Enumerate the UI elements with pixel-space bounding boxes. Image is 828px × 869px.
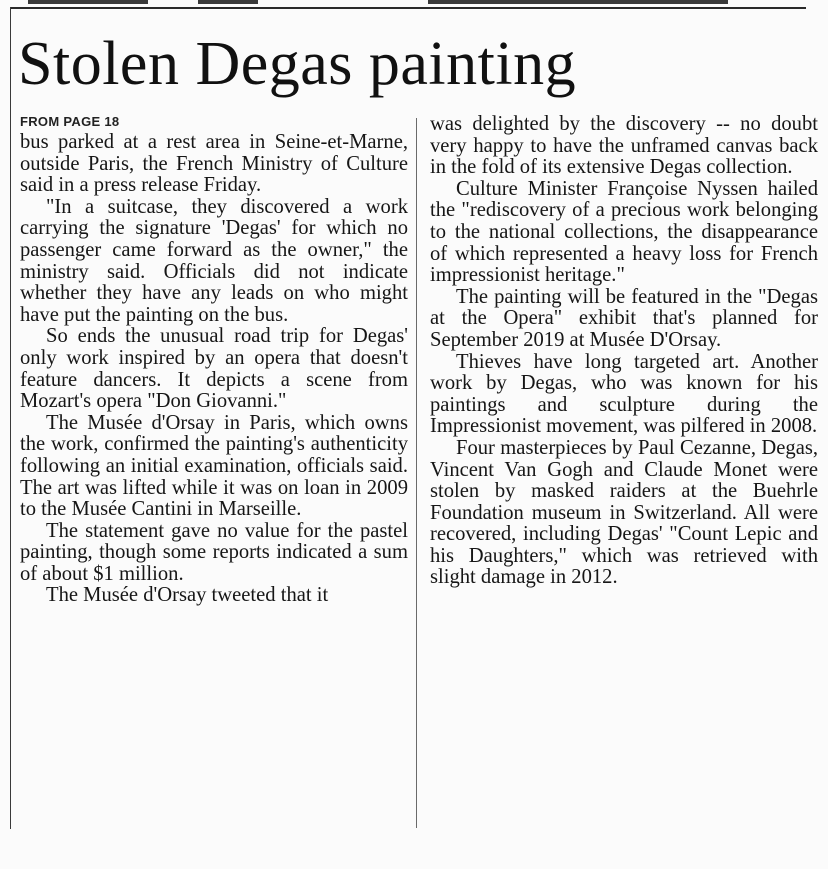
left-rule <box>10 7 11 829</box>
paragraph: was delighted by the discovery -- no doubt very happy to have the unframed canvas back in the fold of its extensive Degas collection. <box>430 113 818 179</box>
paragraph: The Musée d'Orsay tweeted that it <box>46 584 329 607</box>
paragraph: Thieves have long targeted art. Another work by Degas, who was known for his paintings and sculpture during the Impressionist movement, was pilfered in 2008. <box>430 350 818 438</box>
left-column <box>20 114 408 607</box>
paragraph: "In a suitcase, they discovered a work carrying the signature 'Degas' for which no passenger came forward as the owner," the ministry said. Officials did not indicate whether they have any leads on who might have put the painting on the bus. <box>20 195 408 326</box>
continued-from-label: FROM PAGE 18 <box>20 114 120 129</box>
paragraph: Culture Minister Françoise Nyssen hailed the "rediscovery of a precious work belonging to the national collections, the disappearance of which represented a heavy loss for French impressionist heritage." <box>430 177 818 287</box>
headline: Stolen Degas painting <box>18 30 577 98</box>
paragraph: bus parked at a rest area in Seine-et-Marne, outside Paris, the French Ministry of Culture said in a press release Friday. <box>20 131 408 197</box>
paragraph: So ends the unusual road trip for Degas' only work inspired by an opera that doesn't feature dancers. It depicts a scene from Mozart's opera "Don Giovanni." <box>20 325 408 413</box>
paragraph: The statement gave no value for the pastel painting, though some reports indicated a sum of about $1 million. <box>20 519 408 585</box>
top-rule <box>10 7 806 9</box>
paragraph: The painting will be featured in the "Degas at the Opera" exhibit that's planned for September 2019 at Musée D'Orsay. <box>430 285 818 351</box>
column-divider <box>416 118 417 828</box>
paragraph: The Musée d'Orsay in Paris, which owns the work, confirmed the painting's authenticity following an initial examination, officials said. The art was lifted while it was on loan in 2009 to the Musée Cantini in Marseille. <box>20 411 408 521</box>
paragraph: Four masterpieces by Paul Cezanne, Degas, Vincent Van Gogh and Claude Monet were stolen by masked raiders at the Buehrle Foundation museum in Switzerland. All were recovered, including Degas' "Count Lepic and his Daughters," which was retrieved with slight damage in 2012. <box>430 436 818 589</box>
right-column <box>430 114 818 589</box>
top-edge-marks <box>28 0 728 6</box>
